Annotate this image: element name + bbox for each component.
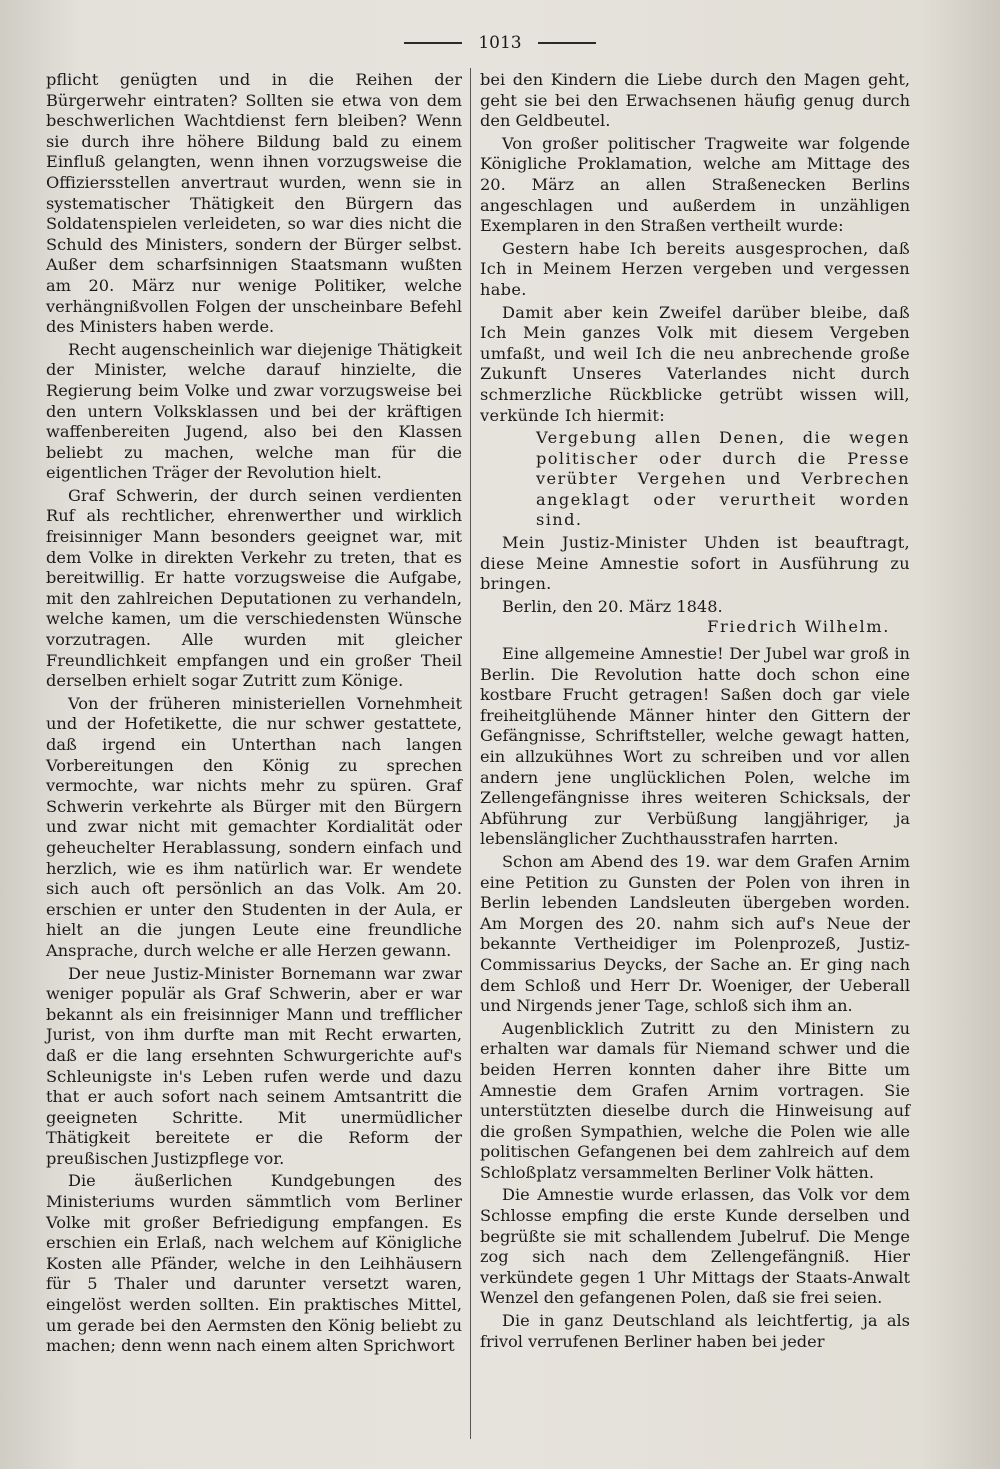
- paragraph: pflicht genügten und in die Reihen der Bürgerwehr eintraten? Sollten sie etwa von dem beschwerlichen Wachtdienst fern bleiben? Wenn sie durch ihre höhere Bildung bald zu einem Einfluß gelangten, wenn ihnen vorzugsweise die Offiziersstellen anvertraut wurden, wenn sie in systematischer Thätigkeit den Bürgern das Soldatenspielen verleideten, so war dies nicht die Schuld des Ministers, sondern der Bürger selbst. Außer dem scharfsinnigen Staatsmann wußten am 20. März nur wenige Politiker, welche verhängnißvollen Folgen der unscheinbare Befehl des Ministers haben werde.: [46, 70, 462, 337]
- paragraph: Augenblicklich Zutritt zu den Ministern zu erhalten war damals für Niemand schwer und die beiden Herren konnten daher ihre Bitte um Amnestie dem Grafen Arnim vortragen. Sie unterstützten dieselbe durch die Hinweisung auf die großen Sympathien, welche die Polen wie alle politischen Gefangenen bei dem zahlreich auf dem Schloßplatz versammelten Berliner Volk hätten.: [480, 1018, 910, 1182]
- paragraph: Schon am Abend des 19. war dem Grafen Arnim eine Petition zu Gunsten der Polen von ihren in Berlin lebenden Landsleuten übergeben worden. Am Morgen des 20. nahm sich auf's Neue der bekannte Vertheidiger im Polenprozeß, Justiz-Commissarius Deycks, der Sache an. Er ging nach dem Schloß und Herr Dr. Woeniger, der Ueberall und Nirgends jener Tage, schloß sich ihm an.: [480, 851, 910, 1016]
- place-date: Berlin, den 20. März 1848.: [502, 596, 723, 616]
- right-column: [480, 70, 910, 1433]
- header-rule-left: [404, 42, 462, 44]
- proclamation-paragraph: Mein Justiz-Minister Uhden ist beauftragt, diese Meine Amnestie sofort in Ausführung zu bringen.: [480, 533, 910, 594]
- paragraph: Die Amnestie wurde erlassen, das Volk vor dem Schlosse empfing die erste Kunde derselben und begrüßte sie mit schallendem Jubelruf. Die Menge zog sich nach dem Zellengefängniß. Hier verkündete gegen 1 Uhr Mittags der Staats-Anwalt Wenzel den gefangenen Polen, daß sie frei seien.: [480, 1185, 910, 1308]
- paragraph: bei den Kindern die Liebe durch den Magen geht, geht sie bei den Erwachsenen häufig genug durch den Geldbeutel.: [480, 70, 910, 131]
- paragraph: Eine allgemeine Amnestie! Der Jubel war groß in Berlin. Die Revolution hatte doch schon eine kostbare Frucht getragen! Saßen doch gar viele freiheitglühende Männer hinter den Gittern der Gefängnisse, Schriftsteller, welche gewagt hatten, ein allzukühnes Wort zu schreiben und vor allen andern jene unglücklichen Polen, welche im Zellengefängnisse ihres weiteren Schicksals, der Abführung zur Verbüßung langjähriger, ja lebenslänglicher Zuchthausstrafen harrten.: [480, 644, 910, 849]
- page-header: [0, 28, 1000, 58]
- paragraph: Graf Schwerin, der durch seinen verdienten Ruf als rechtlicher, ehrenwerther und wirklich freisinniger Mann besonders geeignet war, mit dem Volke in direkten Verkehr zu treten, that es bereitwillig. Er hatte vorzugsweise die Aufgabe, mit den zahlreichen Deputationen zu verhandeln, welche kamen, um die verschiedensten Wünsche vorzutragen. Alle wurden mit gleicher Freundlichkeit empfangen und ein großer Theil derselben erhielt sogar Zutritt zum Könige.: [46, 485, 462, 691]
- paragraph: Von großer politischer Tragweite war folgende Königliche Proklamation, welche am Mittage des 20. März an allen Straßenecken Berlins angeschlagen und außerdem in unzähligen Exemplaren in den Straßen vertheilt wurde:: [480, 133, 910, 236]
- paragraph: Der neue Justiz-Minister Bornemann war zwar weniger populär als Graf Schwerin, aber er war bekannt als ein freisinniger Mann und trefflicher Jurist, von ihm durfte man mit Recht erwarten, daß er die lang ersehnten Schwurgerichte auf's Schleunigste in's Leben rufen werde und dazu that er auch sofort nach seinem Amtsantritt die geeigneten Schritte. Mit unermüdlicher Thätigkeit bereitete er die Reform der preußischen Justizpflege vor.: [46, 963, 462, 1168]
- amnesty-text: Vergebung allen Denen, die wegen politischer oder durch die Presse verübter Vergehen und Verbrechen angeklagt oder verurtheit worden sind.: [536, 428, 910, 530]
- paragraph: Recht augenscheinlich war diejenige Thätigkeit der Minister, welche darauf hinzielte, die Regierung beim Volke und zwar vorzugsweise bei den untern Volksklassen und bei der kräftigen waffenbereiten Jugend, also bei den Klassen beliebt zu machen, welche man für die eigentlichen Träger der Revolution hielt.: [46, 339, 462, 483]
- left-column: [46, 70, 462, 1433]
- proclamation-paragraph: Gestern habe Ich bereits ausgesprochen, daß Ich in Meinem Herzen vergeben und vergessen habe.: [480, 238, 910, 299]
- paragraph: Von der früheren ministeriellen Vornehmheit und der Hofetikette, die nur schwer gestattete, daß irgend ein Unterthan nach langen Vorbereitungen den König zu sprechen vermochte, war nichts mehr zu spüren. Graf Schwerin verkehrte als Bürger mit den Bürgern und zwar nicht mit gemachter Kordialität oder geheuchelter Herablassung, sondern einfach und herzlich, wie es ihm natürlich war. Er wendete sich auch oft persönlich an das Volk. Am 20. erschien er unter den Studenten in der Aula, er hielt an die jungen Leute eine freundliche Ansprache, durch welche er alle Herzen gewann.: [46, 693, 462, 960]
- page-number: 1013: [478, 33, 522, 53]
- header-rule-right: [538, 42, 596, 44]
- paragraph: Die in ganz Deutschland als leichtfertig, ja als frivol verrufenen Berliner haben bei jeder: [480, 1311, 910, 1351]
- signature: Friedrich Wilhelm.: [707, 617, 890, 637]
- proclamation-paragraph: Damit aber kein Zweifel darüber bleibe, daß Ich Mein ganzes Volk mit diesem Vergeben umfaßt, und weil Ich die neu anbrechende große Zukunft Unseres Vaterlandes nicht durch schmerzliche Rückblicke getrübt wissen will, verkünde Ich hiermit:: [480, 302, 910, 425]
- column-divider: [470, 68, 471, 1439]
- paragraph: Die äußerlichen Kundgebungen des Ministeriums wurden sämmtlich vom Berliner Volke mit großer Befriedigung empfangen. Es erschien ein Erlaß, nach welchem auf Königliche Kosten alle Pfänder, welche in den Leihhäusern für 5 Thaler und darunter versetzt waren, eingelöst werden sollten. Ein praktisches Mittel, um gerade bei den Aermsten den König beliebt zu machen; denn wenn nach einem alten Sprichwort: [46, 1171, 462, 1356]
